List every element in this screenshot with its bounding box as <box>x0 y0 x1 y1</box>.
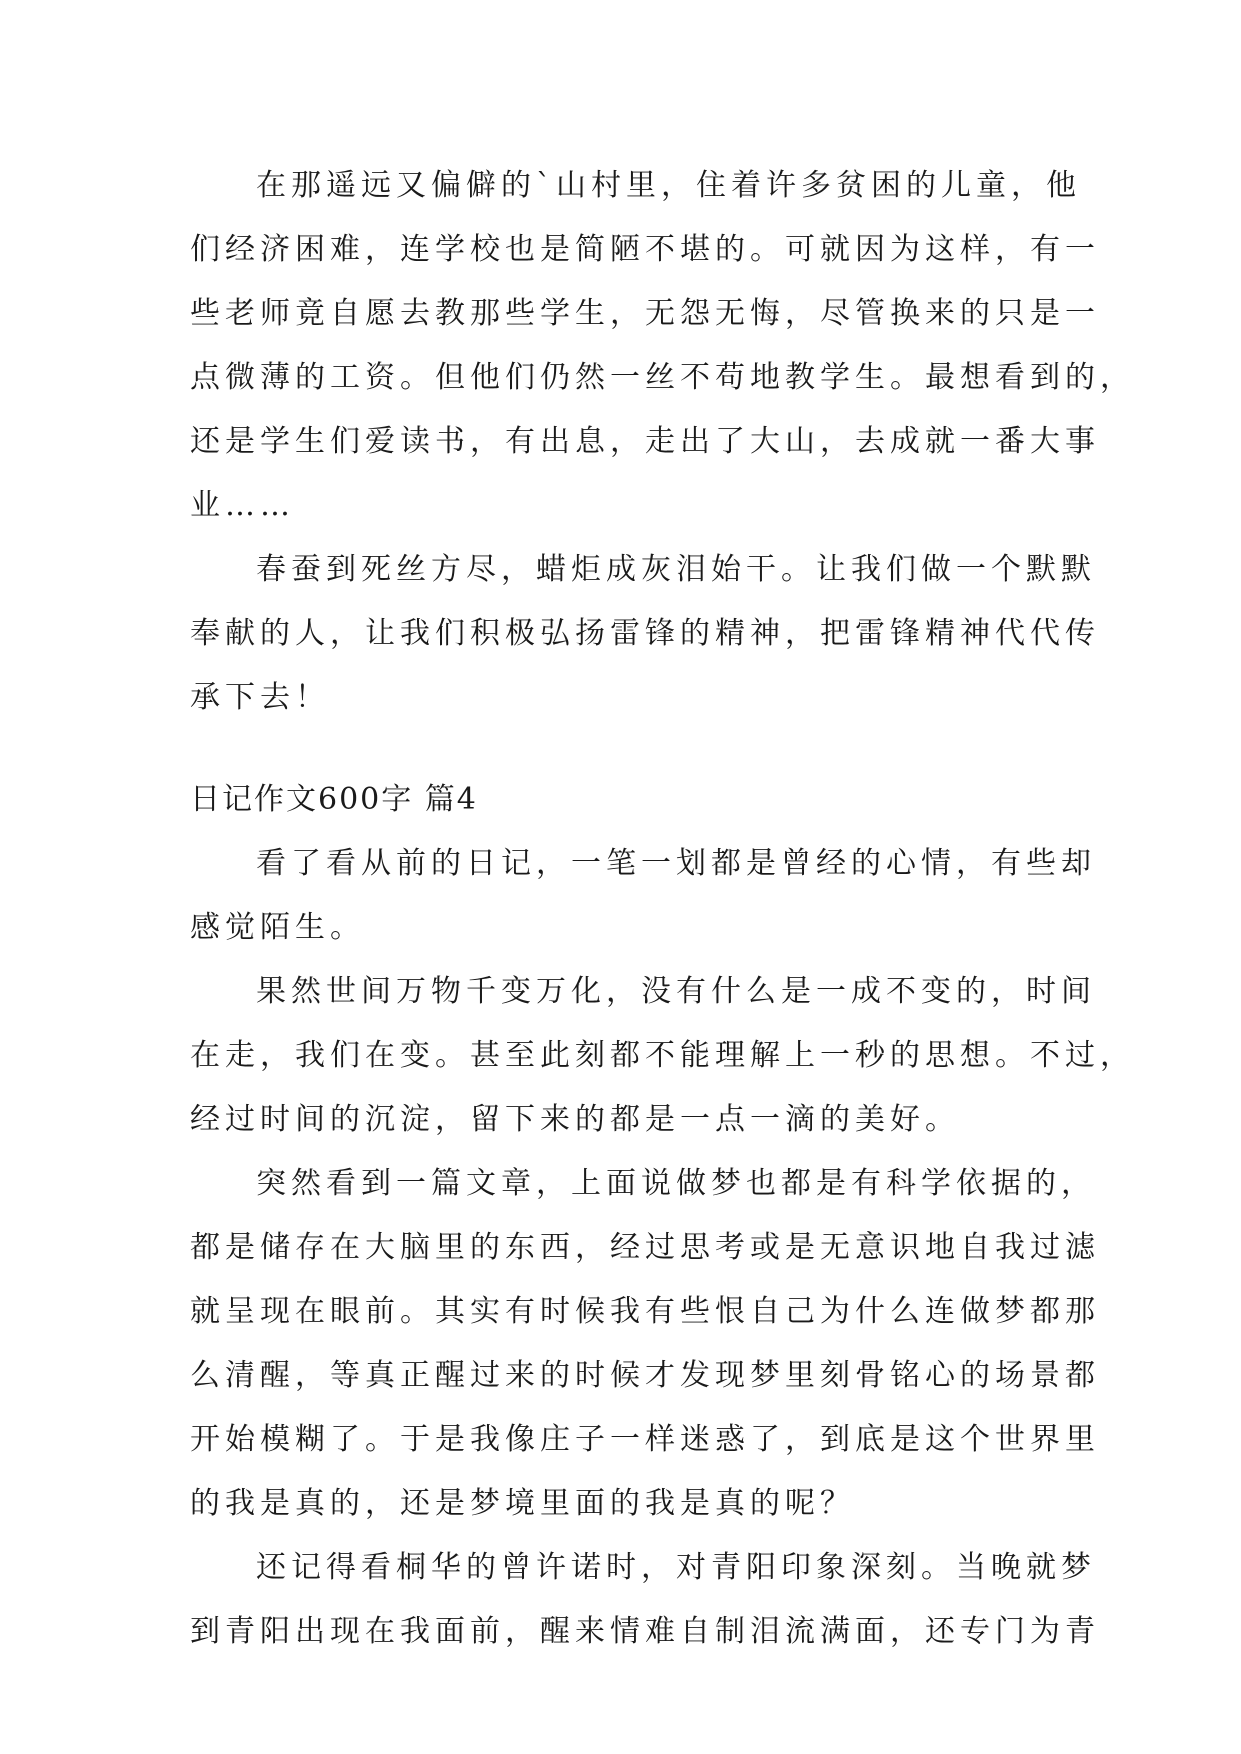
paragraph-4-line-2: 在走，我们在变。甚至此刻都不能理解上一秒的思想。不过， <box>190 1038 1135 1073</box>
paragraph-5-line-5: 开始模糊了。于是我像庄子一样迷惑了，到底是这个世界里 <box>190 1422 1100 1457</box>
paragraph-1-line-6: 业…… <box>190 488 295 523</box>
paragraph-1-line-2: 们经济困难，连学校也是简陋不堪的。可就因为这样，有一 <box>190 232 1100 267</box>
paragraph-5-line-1: 突然看到一篇文章，上面说做梦也都是有科学依据的， <box>256 1166 1096 1201</box>
paragraph-1-line-3: 些老师竟自愿去教那些学生，无怨无悔，尽管换来的只是一 <box>190 296 1100 331</box>
paragraph-5-line-4: 么清醒，等真正醒过来的时候才发现梦里刻骨铭心的场景都 <box>190 1358 1100 1393</box>
section-heading: 日记作文600字 篇4 <box>190 782 478 817</box>
paragraph-2-line-1: 春蚕到死丝方尽，蜡炬成灰泪始干。让我们做一个默默 <box>256 552 1096 587</box>
paragraph-2-line-2: 奉献的人，让我们积极弘扬雷锋的精神，把雷锋精神代代传 <box>190 616 1100 651</box>
paragraph-5-line-2: 都是储存在大脑里的东西，经过思考或是无意识地自我过滤 <box>190 1230 1100 1265</box>
paragraph-6-line-1: 还记得看桐华的曾许诺时，对青阳印象深刻。当晚就梦 <box>256 1550 1096 1585</box>
paragraph-4-line-1: 果然世间万物千变万化，没有什么是一成不变的，时间 <box>256 974 1096 1009</box>
paragraph-3-line-2: 感觉陌生。 <box>190 910 365 945</box>
paragraph-5-line-6: 的我是真的，还是梦境里面的我是真的呢？ <box>190 1486 855 1521</box>
paragraph-5-line-3: 就呈现在眼前。其实有时候我有些恨自己为什么连做梦都那 <box>190 1294 1100 1329</box>
paragraph-2-line-3: 承下去！ <box>190 680 330 715</box>
paragraph-1-line-1: 在那遥远又偏僻的`山村里，住着许多贫困的儿童，他 <box>256 168 1081 203</box>
paragraph-6-line-2: 到青阳出现在我面前，醒来情难自制泪流满面，还专门为青 <box>190 1614 1100 1649</box>
paragraph-4-line-3: 经过时间的沉淀，留下来的都是一点一滴的美好。 <box>190 1102 960 1137</box>
paragraph-1-line-5: 还是学生们爱读书，有出息，走出了大山，去成就一番大事 <box>190 424 1100 459</box>
paragraph-3-line-1: 看了看从前的日记，一笔一划都是曾经的心情，有些却 <box>256 846 1096 881</box>
paragraph-1-line-4: 点微薄的工资。但他们仍然一丝不苟地教学生。最想看到的， <box>190 360 1135 395</box>
